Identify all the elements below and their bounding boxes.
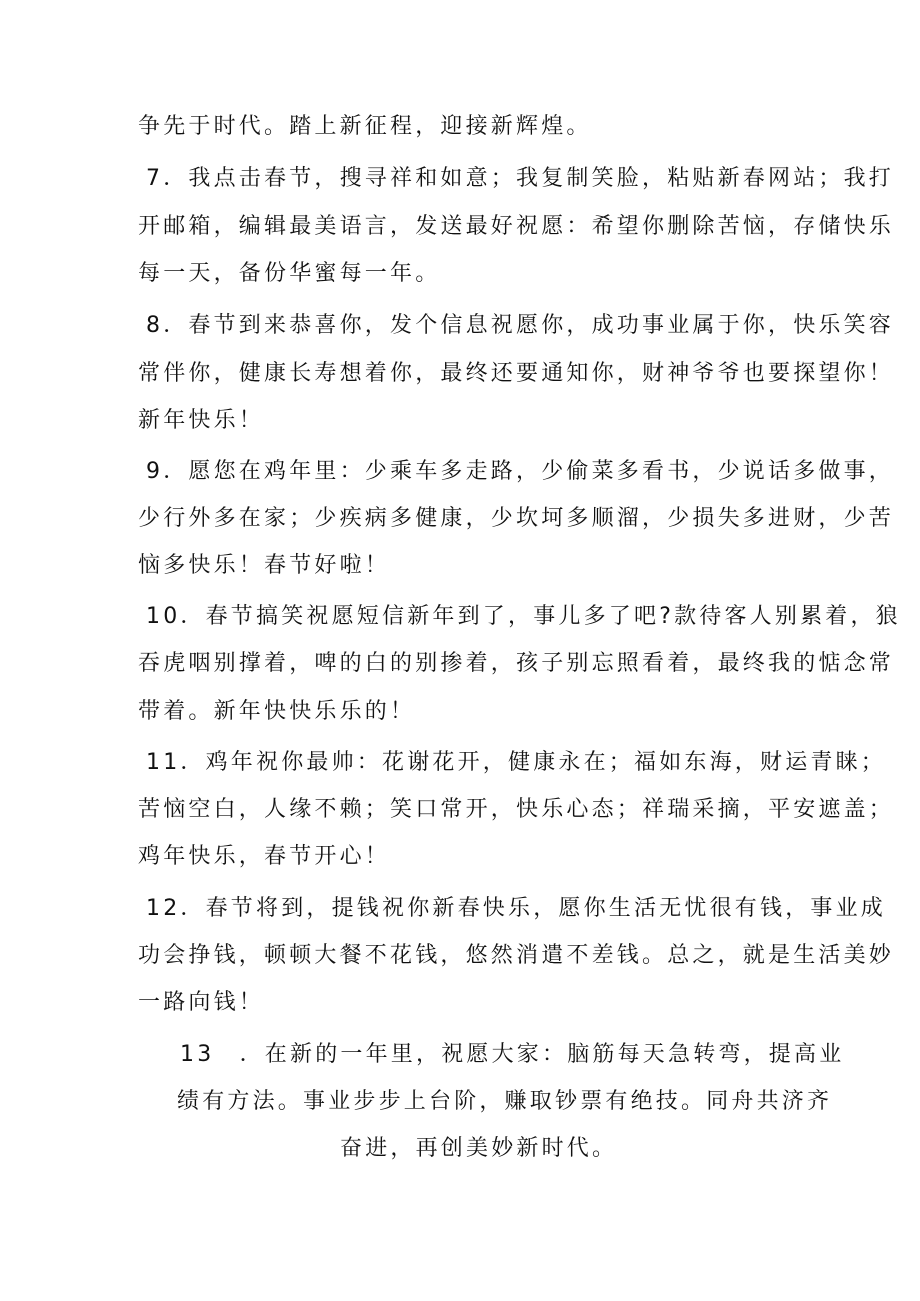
list-item-9-line-1: 9．愿您在鸡年里：少乘车多走路，少偷菜多看书，少说话多做事， xyxy=(146,459,894,484)
list-item-7-line-1: 7．我点击春节，搜寻祥和如意；我复制笑脸，粘贴新春网站；我打 xyxy=(146,166,894,191)
list-item-8-line-3: 新年快乐！ xyxy=(138,408,265,433)
list-item-8-line-2: 常伴你，健康长寿想着你，最终还要通知你，财神爷爷也要探望你！ xyxy=(138,361,895,386)
list-item-13-line-2: 绩有方法。事业步步上台阶，赚取钞票有绝技。同舟共济齐 xyxy=(177,1089,833,1114)
list-item-10-line-3: 带着。新年快快乐乐的！ xyxy=(138,699,416,724)
list-item-12-line-1: 12．春节将到，提钱祝你新春快乐，愿你生活无忧很有钱，事业成 xyxy=(146,896,886,921)
list-item-12-line-3: 一路向钱！ xyxy=(138,990,265,1015)
list-item-9-line-2: 少行外多在家；少疾病多健康，少坎坷多顺溜，少损失多进财，少苦 xyxy=(138,506,895,531)
list-item-13-line-1: 13 ．在新的一年里，祝愿大家：脑筋每天急转弯，提高业 xyxy=(180,1042,845,1067)
list-item-10-line-1: 10．春节搞笑祝愿短信新年到了，事儿多了吧?款待客人别累着，狼 xyxy=(146,604,901,629)
list-item-11-line-3: 鸡年快乐，春节开心！ xyxy=(138,844,391,869)
list-item-13-line-3: 奋进，再创美妙新时代。 xyxy=(340,1136,618,1161)
list-item-7-line-3: 每一天，备份华蜜每一年。 xyxy=(138,261,441,286)
text-line: 争先于时代。踏上新征程，迎接新辉煌。 xyxy=(138,114,592,139)
list-item-11-line-2: 苦恼空白，人缘不赖；笑口常开，快乐心态；祥瑞采摘，平安遮盖； xyxy=(138,797,895,822)
list-item-8-line-1: 8．春节到来恭喜你，发个信息祝愿你，成功事业属于你，快乐笑容 xyxy=(146,313,894,338)
list-item-12-line-2: 功会挣钱，顿顿大餐不花钱，悠然消遣不差钱。总之，就是生活美妙 xyxy=(138,943,895,968)
list-item-10-line-2: 吞虎咽别撑着，啤的白的别掺着，孩子别忘照看着，最终我的惦念常 xyxy=(138,651,895,676)
list-item-11-line-1: 11．鸡年祝你最帅：花谢花开，健康永在；福如东海，财运青睐； xyxy=(146,750,886,775)
list-item-9-line-3: 恼多快乐！春节好啦！ xyxy=(138,553,391,578)
list-item-7-line-2: 开邮箱，编辑最美语言，发送最好祝愿：希望你删除苦恼，存储快乐 xyxy=(138,214,895,239)
